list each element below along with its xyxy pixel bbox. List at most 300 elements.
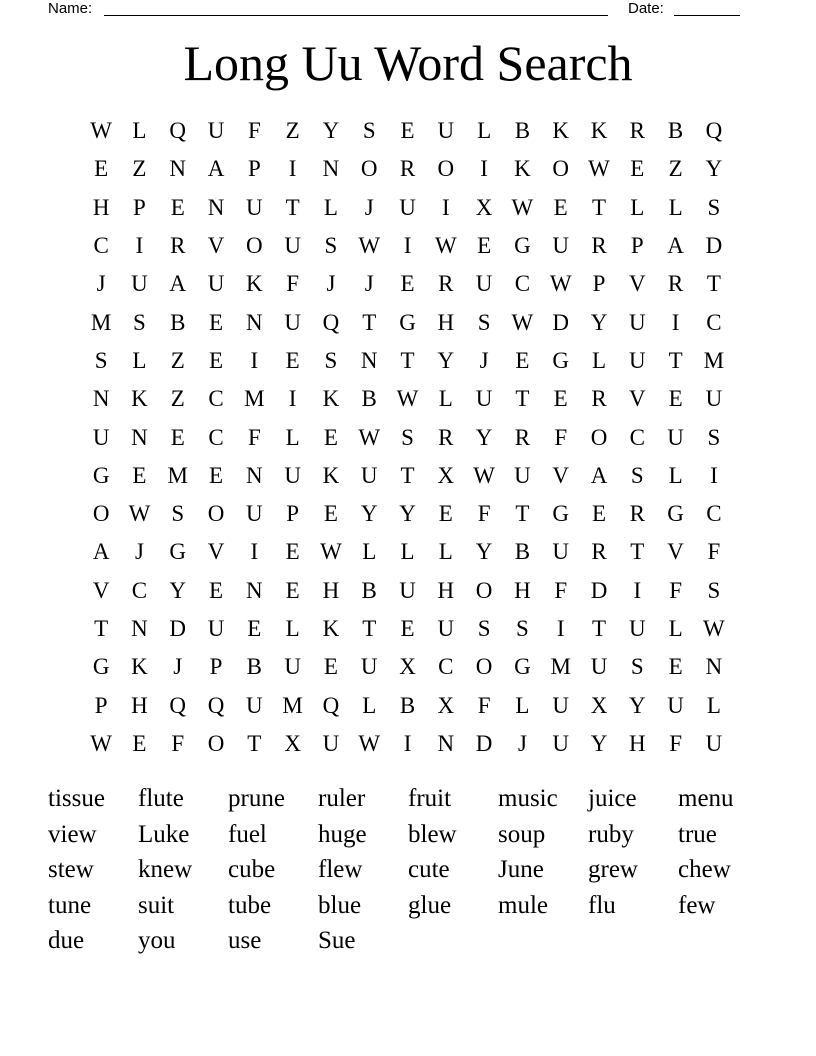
grid-letter: V xyxy=(552,462,570,488)
grid-letter: F xyxy=(286,271,300,297)
grid-letter: E xyxy=(323,654,338,680)
word-list-item: due xyxy=(48,927,85,954)
grid-letter: X xyxy=(284,730,301,756)
grid-letter: P xyxy=(592,271,606,297)
grid-letter: K xyxy=(131,386,148,412)
grid-letter: C xyxy=(208,386,224,412)
grid-letter: U xyxy=(552,539,570,565)
grid-letter: U xyxy=(92,424,110,450)
grid-letter: O xyxy=(475,654,493,680)
grid-letter: T xyxy=(247,730,262,756)
grid-letter: M xyxy=(90,309,112,335)
grid-letter: S xyxy=(630,462,644,488)
grid-letter: F xyxy=(554,424,568,450)
grid-letter: C xyxy=(706,309,722,335)
grid-letter: O xyxy=(437,156,455,182)
grid-letter: U xyxy=(552,692,570,718)
grid-letter: I xyxy=(403,233,412,259)
grid-letter: U xyxy=(246,692,263,718)
grid-letter: S xyxy=(707,194,721,220)
word-list-item: grew xyxy=(588,856,638,883)
grid-letter: A xyxy=(92,539,110,565)
word-list-item: few xyxy=(678,891,716,919)
grid-letter: I xyxy=(288,156,297,182)
grid-letter: Z xyxy=(132,156,147,182)
grid-letter: I xyxy=(480,156,488,182)
grid-letter: L xyxy=(438,539,453,565)
grid-letter: S xyxy=(630,654,644,680)
grid-letter: Y xyxy=(437,347,455,373)
grid-letter: N xyxy=(360,347,378,373)
grid-letter: C xyxy=(438,654,454,680)
grid-letter: E xyxy=(438,501,453,527)
grid-letter: M xyxy=(282,692,303,718)
grid-letter: Z xyxy=(170,386,185,412)
grid-letter: Q xyxy=(322,692,340,718)
grid-letter: E xyxy=(209,577,224,603)
grid-letter: L xyxy=(285,424,300,450)
grid-letter: K xyxy=(131,654,148,680)
grid-letter: U xyxy=(360,654,378,680)
grid-letter: U xyxy=(284,462,301,488)
grid-letter: F xyxy=(247,424,261,450)
grid-letter: E xyxy=(515,347,530,373)
grid-letter: F xyxy=(171,730,185,756)
grid-letter: P xyxy=(286,501,300,527)
grid-letter: L xyxy=(515,692,530,718)
grid-letter: R xyxy=(438,271,454,297)
grid-letter: W xyxy=(90,118,112,144)
grid-letter: M xyxy=(703,347,725,373)
grid-letter: Y xyxy=(705,156,723,182)
word-list-item: true xyxy=(678,820,717,848)
grid-letter: E xyxy=(400,118,415,144)
grid-letter: N xyxy=(246,309,263,335)
grid-letter: E xyxy=(285,347,300,373)
grid-letter: D xyxy=(552,309,570,335)
grid-letter: Y xyxy=(590,309,608,335)
grid-letter: B xyxy=(361,386,377,412)
grid-letter: Y xyxy=(628,692,646,718)
grid-letter: E xyxy=(400,616,415,641)
grid-letter: G xyxy=(92,654,110,680)
grid-letter: S xyxy=(707,577,721,603)
grid-letter: W xyxy=(511,194,534,220)
grid-letter: O xyxy=(552,156,570,182)
grid-letter: B xyxy=(399,692,416,718)
word-list-item: menu xyxy=(678,785,734,812)
grid-letter: E xyxy=(209,347,224,373)
grid-letter: L xyxy=(668,462,683,488)
grid-letter: S xyxy=(94,347,108,373)
word-list-item: huge xyxy=(318,820,367,848)
grid-letter: E xyxy=(285,539,300,565)
grid-letter: I xyxy=(556,616,565,641)
grid-letter: N xyxy=(705,654,723,680)
grid-letter: R xyxy=(591,539,607,565)
grid-letter: C xyxy=(93,233,109,259)
grid-letter: L xyxy=(477,118,492,144)
grid-letter: B xyxy=(514,539,531,565)
grid-letter: T xyxy=(668,347,683,373)
grid-letter: S xyxy=(324,347,338,373)
word-list-item: tune xyxy=(48,891,92,919)
grid-letter: R xyxy=(629,501,645,527)
grid-letter: U xyxy=(705,730,723,756)
grid-letter: J xyxy=(364,194,374,220)
grid-letter: W xyxy=(320,539,342,565)
grid-letter: L xyxy=(323,194,338,220)
grid-letter: L xyxy=(400,539,415,565)
grid-letter: K xyxy=(514,156,531,182)
word-list-item: fruit xyxy=(408,785,452,812)
grid-letter: V xyxy=(207,539,225,565)
date-blank-line xyxy=(674,15,740,16)
grid-letter: E xyxy=(94,156,109,182)
grid-letter: W xyxy=(703,616,725,641)
grid-letter: R xyxy=(667,271,684,297)
grid-letter: R xyxy=(438,424,454,450)
grid-letter: Q xyxy=(322,309,340,335)
grid-letter: V xyxy=(628,271,646,297)
grid-letter: Y xyxy=(322,118,340,144)
grid-letter: B xyxy=(170,309,186,335)
grid-letter: Q xyxy=(169,692,187,718)
grid-letter: D xyxy=(705,233,723,259)
grid-letter: E xyxy=(323,424,338,450)
grid-letter: U xyxy=(207,616,225,641)
grid-letter: C xyxy=(514,271,531,297)
grid-letter: U xyxy=(628,616,646,641)
grid-letter: U xyxy=(131,271,148,297)
grid-letter: N xyxy=(131,616,148,641)
word-list-item: juice xyxy=(588,785,637,812)
grid-letter: H xyxy=(437,309,455,335)
grid-letter: U xyxy=(246,501,263,527)
grid-letter: U xyxy=(552,233,570,259)
grid-letter: X xyxy=(437,462,455,488)
grid-letter: T xyxy=(362,616,377,641)
grid-letter: S xyxy=(477,309,491,335)
grid-letter: N xyxy=(207,194,225,220)
grid-letter: J xyxy=(134,539,144,565)
grid-letter: U xyxy=(207,118,225,144)
grid-letter: K xyxy=(590,118,608,144)
grid-letter: I xyxy=(710,462,718,488)
date-label: Date: xyxy=(628,0,664,17)
grid-letter: E xyxy=(668,386,683,412)
grid-letter: O xyxy=(360,156,378,182)
grid-letter: O xyxy=(92,501,110,527)
grid-letter: U xyxy=(590,654,608,680)
grid-letter: L xyxy=(285,616,300,641)
grid-letter: U xyxy=(628,309,646,335)
word-list-item: cute xyxy=(408,856,450,883)
grid-letter: U xyxy=(667,692,684,718)
grid-letter: I xyxy=(403,730,412,756)
grid-letter: P xyxy=(247,156,261,182)
grid-letter: A xyxy=(169,271,187,297)
grid-letter: U xyxy=(475,271,493,297)
grid-letter: K xyxy=(322,462,340,488)
grid-letter: P xyxy=(630,233,644,259)
grid-letter: S xyxy=(477,616,491,641)
grid-letter: T xyxy=(285,194,300,220)
grid-letter: E xyxy=(247,616,262,641)
grid-letter: W xyxy=(358,233,381,259)
word-list-item: glue xyxy=(408,891,452,919)
grid-letter: U xyxy=(360,462,378,488)
grid-letter: E xyxy=(209,462,224,488)
grid-letter: Q xyxy=(705,118,723,144)
word-list-item: view xyxy=(48,820,97,848)
grid-letter: F xyxy=(669,730,682,756)
grid-letter: K xyxy=(322,616,340,641)
grid-letter: M xyxy=(167,462,188,488)
grid-letter: Z xyxy=(285,118,300,144)
grid-letter: X xyxy=(437,692,455,718)
grid-letter: J xyxy=(517,730,527,756)
grid-letter: N xyxy=(131,424,148,450)
grid-letter: E xyxy=(477,233,492,259)
word-list-item: mule xyxy=(498,891,548,919)
grid-letter: D xyxy=(169,616,187,641)
grid-letter: W xyxy=(473,462,495,488)
grid-letter: A xyxy=(667,233,684,259)
grid-letter: T xyxy=(515,386,530,412)
grid-letter: T xyxy=(591,194,607,220)
grid-letter: A xyxy=(590,462,608,488)
word-list-item: soup xyxy=(498,820,546,848)
grid-letter: Y xyxy=(169,577,187,603)
word-list-item: music xyxy=(498,785,558,812)
word-list-item: tube xyxy=(228,891,272,919)
grid-letter: V xyxy=(667,539,684,565)
grid-letter: J xyxy=(96,271,106,297)
grid-letter: R xyxy=(629,118,645,144)
word-list-item: suit xyxy=(138,891,175,919)
grid-letter: I xyxy=(250,347,259,373)
grid-letter: E xyxy=(400,271,415,297)
grid-letter: N xyxy=(92,386,110,412)
grid-letter: T xyxy=(400,462,415,488)
grid-letter: F xyxy=(669,577,682,603)
grid-letter: U xyxy=(437,616,455,641)
grid-letter: W xyxy=(358,424,381,450)
grid-letter: Y xyxy=(475,539,493,565)
grid-letter: F xyxy=(554,577,568,603)
grid-letter: T xyxy=(630,539,645,565)
grid-letter: K xyxy=(552,118,570,144)
word-list xyxy=(48,781,768,959)
grid-letter: U xyxy=(246,194,263,220)
grid-letter: U xyxy=(284,654,301,680)
grid-letter: L xyxy=(630,194,645,220)
grid-letter: A xyxy=(207,156,225,182)
word-list-item: Sue xyxy=(318,927,356,954)
word-list-item: stew xyxy=(48,856,94,883)
grid-letter: H xyxy=(131,692,148,718)
grid-letter: E xyxy=(630,156,645,182)
word-list-item: cube xyxy=(228,856,276,883)
grid-letter: U xyxy=(399,577,416,603)
grid-letter: I xyxy=(671,309,680,335)
grid-letter: T xyxy=(706,271,721,297)
grid-letter: L xyxy=(132,347,147,373)
grid-letter: R xyxy=(591,233,607,259)
word-list-item: fuel xyxy=(228,820,267,848)
grid-letter: F xyxy=(247,118,261,144)
grid-letter: F xyxy=(707,539,721,565)
grid-letter: X xyxy=(475,194,493,220)
grid-letter: Y xyxy=(399,501,416,527)
grid-letter: O xyxy=(207,501,225,527)
grid-letter: W xyxy=(358,730,381,756)
grid-letter: U xyxy=(552,730,570,756)
grid-letter: V xyxy=(207,233,225,259)
grid-letter: L xyxy=(706,692,721,718)
grid-letter: B xyxy=(246,654,262,680)
grid-letter: E xyxy=(553,386,568,412)
grid-letter: N xyxy=(246,462,263,488)
grid-letter: N xyxy=(437,730,455,756)
grid-letter: E xyxy=(323,501,338,527)
grid-letter: E xyxy=(132,462,147,488)
grid-letter: C xyxy=(131,577,148,603)
grid-letter: R xyxy=(514,424,531,450)
word-list-item: blew xyxy=(408,820,457,848)
grid-letter: C xyxy=(706,501,722,527)
word-list-item: prune xyxy=(228,785,285,812)
grid-letter: L xyxy=(668,616,683,641)
grid-letter: Z xyxy=(668,156,683,182)
grid-letter: O xyxy=(246,233,263,259)
grid-letter: S xyxy=(707,424,721,450)
grid-letter: L xyxy=(362,692,377,718)
grid-letter: J xyxy=(364,271,374,297)
page-title: Long Uu Word Search xyxy=(183,35,633,91)
grid-letter: E xyxy=(591,501,607,527)
grid-letter: G xyxy=(667,501,684,527)
grid-letter: C xyxy=(208,424,224,450)
grid-letter: G xyxy=(92,462,110,488)
grid-letter: T xyxy=(400,347,415,373)
grid-letter: W xyxy=(434,233,457,259)
grid-letter: U xyxy=(628,347,646,373)
grid-letter: E xyxy=(132,730,147,756)
grid-letter: E xyxy=(209,309,224,335)
grid-letter: U xyxy=(705,386,723,412)
grid-letter: Q xyxy=(169,118,187,144)
grid-letter: V xyxy=(628,386,646,412)
grid-letter: P xyxy=(209,654,223,680)
grid-letter: H xyxy=(628,730,646,756)
grid-letter: V xyxy=(92,577,110,603)
grid-letter: I xyxy=(288,386,297,412)
grid-letter: U xyxy=(207,271,225,297)
letter-grid xyxy=(82,112,733,763)
grid-letter: S xyxy=(324,233,338,259)
grid-letter: P xyxy=(133,194,146,220)
grid-letter: T xyxy=(591,616,607,641)
grid-letter: G xyxy=(514,233,531,259)
grid-letter: Y xyxy=(475,424,493,450)
grid-letter: G xyxy=(399,309,416,335)
grid-letter: S xyxy=(171,501,185,527)
grid-letter: R xyxy=(170,233,186,259)
grid-letter: U xyxy=(322,730,340,756)
grid-letter: W xyxy=(549,271,572,297)
grid-letter: P xyxy=(94,692,108,718)
word-list-item: tissue xyxy=(48,785,105,812)
word-list-item: use xyxy=(228,927,262,954)
name-label: Name: xyxy=(48,0,93,17)
grid-letter: U xyxy=(437,118,455,144)
word-list-item: knew xyxy=(138,856,193,883)
grid-letter: E xyxy=(553,194,568,220)
grid-letter: E xyxy=(170,194,185,220)
grid-letter: I xyxy=(633,577,642,603)
grid-letter: O xyxy=(207,730,225,756)
grid-letter: S xyxy=(362,118,376,144)
grid-letter: U xyxy=(284,233,301,259)
grid-letter: W xyxy=(511,309,534,335)
name-blank-line xyxy=(104,15,608,16)
word-list-item: you xyxy=(138,927,176,954)
grid-letter: B xyxy=(514,118,531,144)
grid-letter: W xyxy=(90,730,112,756)
grid-letter: Q xyxy=(207,692,225,718)
grid-letter: O xyxy=(590,424,608,450)
grid-letter: G xyxy=(169,539,187,565)
word-list-item: flu xyxy=(588,891,616,919)
grid-letter: W xyxy=(588,156,610,182)
grid-letter: R xyxy=(399,156,416,182)
grid-letter: Z xyxy=(170,347,185,373)
grid-letter: L xyxy=(668,194,683,220)
grid-letter: M xyxy=(244,386,265,412)
grid-letter: L xyxy=(591,347,607,373)
grid-letter: N xyxy=(246,577,263,603)
grid-letter: E xyxy=(285,577,300,603)
grid-letter: R xyxy=(591,386,607,412)
grid-letter: I xyxy=(250,539,259,565)
grid-letter: U xyxy=(399,194,416,220)
grid-letter: K xyxy=(246,271,263,297)
grid-letter: S xyxy=(133,309,146,335)
grid-letter: H xyxy=(437,577,455,603)
grid-letter: X xyxy=(590,692,608,718)
grid-letter: H xyxy=(322,577,340,603)
grid-letter: G xyxy=(552,501,570,527)
grid-letter: Y xyxy=(360,501,378,527)
grid-letter: I xyxy=(135,233,144,259)
grid-letter: G xyxy=(514,654,531,680)
grid-letter: Y xyxy=(590,730,608,756)
grid-letter: U xyxy=(514,462,531,488)
word-list-item: chew xyxy=(678,856,731,883)
grid-letter: L xyxy=(132,118,147,144)
grid-letter: G xyxy=(552,347,570,373)
grid-letter: L xyxy=(362,539,377,565)
grid-letter: L xyxy=(438,386,453,412)
grid-letter: H xyxy=(92,194,110,220)
grid-letter: K xyxy=(322,386,340,412)
grid-letter: T xyxy=(515,501,530,527)
word-list-item: ruler xyxy=(318,785,366,812)
grid-letter: F xyxy=(477,692,491,718)
grid-letter: W xyxy=(396,386,419,412)
